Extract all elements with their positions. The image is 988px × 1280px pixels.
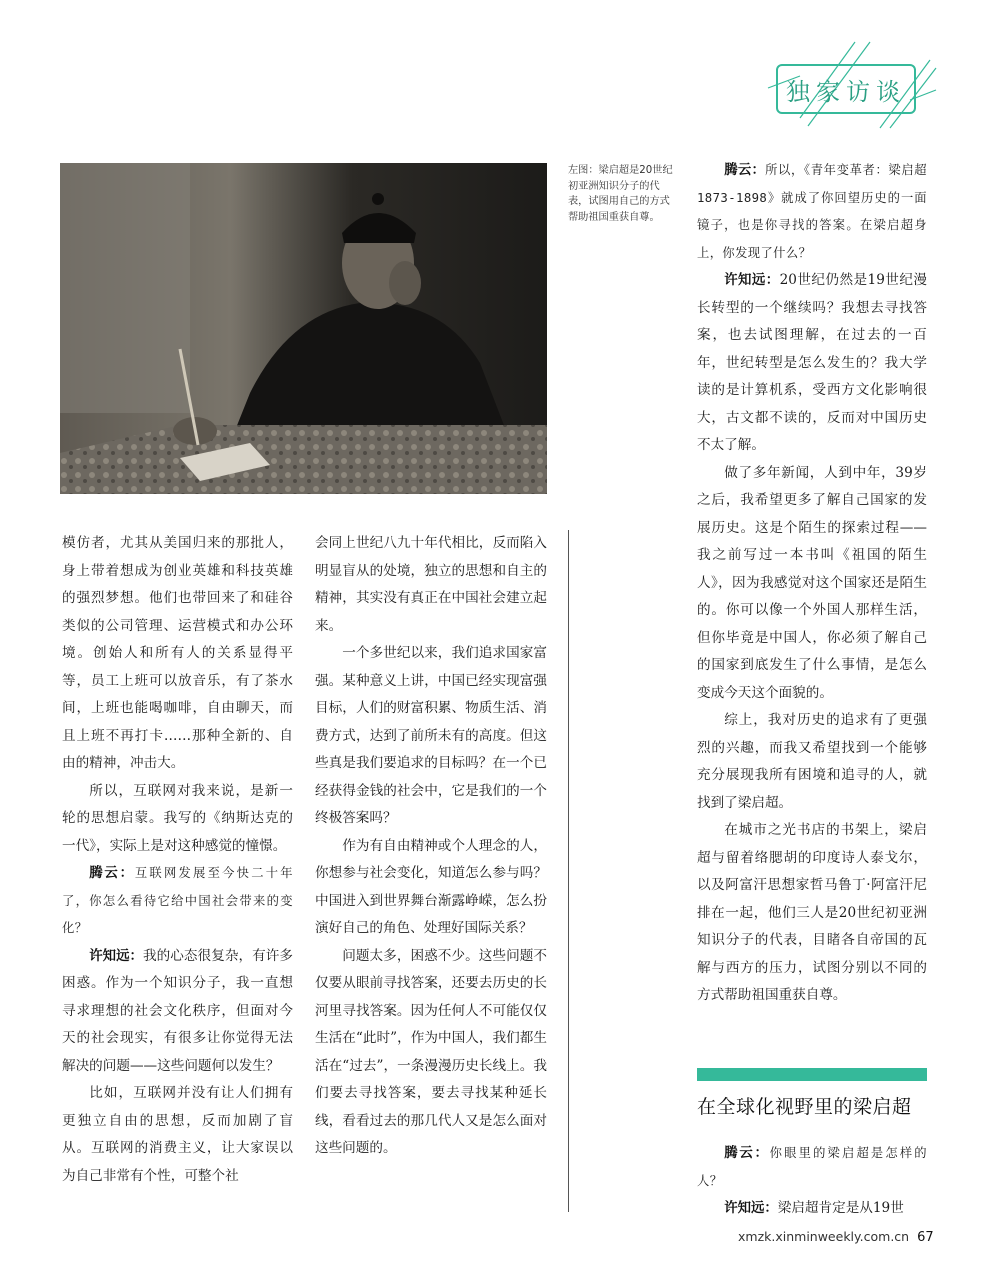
question-text: 你眼里的梁启超是怎样的人？ xyxy=(697,1146,928,1188)
answer-paragraph xyxy=(697,1195,927,1223)
speaker-name: 腾云： xyxy=(724,163,766,178)
speaker-name: 许知远： xyxy=(89,948,143,964)
article-column-3 xyxy=(697,157,927,1010)
paragraph: 会同上世纪八九十年代相比，反而陷入明显盲从的处境，独立的思想和自主的精神，其实没有真正在中国社会建立起来。 xyxy=(315,535,547,634)
paragraph: 做了多年新闻，人到中年，39岁之后，我希望更多了解自己国家的发展历史。这是个陌生的探索过程——我之前写过一本书叫《祖国的陌生人》，因为我感觉对这个国家还是陌生的。你可以像一个外国人那样生活，但你毕竟是中国人，你必须了解自己的国家到底发生了什么事情，是怎么变成今天这个面貌的。 xyxy=(697,464,927,701)
speaker-name: 腾云： xyxy=(724,1146,770,1161)
section-tag-label: 独家访谈 xyxy=(786,77,906,106)
page-number: 67 xyxy=(917,1230,934,1245)
question-paragraph xyxy=(697,1140,927,1195)
page-footer xyxy=(738,1229,934,1245)
speaker-name: 腾云： xyxy=(89,866,135,881)
photo-caption: 左图：梁启超是20世纪初亚洲知识分子的代表，试图用自己的方式帮助祖国重获自尊。 xyxy=(568,165,673,223)
portrait-illustration xyxy=(60,163,547,494)
question-paragraph xyxy=(697,157,927,267)
answer-text: 我的心态很复杂，有许多困惑。作为一个知识分子，我一直想寻求理想的社会文化秩序，但面对今天的社会现实，有很多让你觉得无法解决的问题——这些问题何以发生？ xyxy=(62,947,294,1074)
paragraph: 综上，我对历史的追求有了更强烈的兴趣，而我又希望找到一个能够充分展现我所有困境和追寻的人，就找到了梁启超。 xyxy=(697,712,927,811)
subsection-accent-bar xyxy=(697,1068,927,1081)
paragraph: 模仿者，尤其从美国归来的那批人，身上带着想成为创业英雄和科技英雄的强烈梦想。他们也带回来了和硅谷类似的公司管理、运营模式和办公环境。创始人和所有人的关系显得平等，员工上班可以放音乐，有了茶水间，上班也能喝咖啡，自由聊天，而且上班不再打卡……那种全新的、自由的精神，冲击大。 xyxy=(62,535,293,771)
paragraph: 作为有自由精神或个人理念的人，你想参与社会变化，知道怎么参与吗？中国进入到世界舞台渐露峥嵘，怎么扮演好自己的角色、处理好国际关系？ xyxy=(315,837,547,936)
paragraph: 问题太多，困惑不少。这些问题不仅要从眼前寻找答案，还要去历史的长河里寻找答案。因为任何人不可能仅仅生活在“此时”，作为中国人，我们都生活在“过去”，一条漫漫历史长线上。我们要去寻找答案，要去寻找某种延长线，看看过去的那几代人又是怎么面对这些问题的。 xyxy=(315,947,547,1156)
answer-text: 20世纪仍然是19世纪漫长转型的一个继续吗？我想去寻找答案，也去试图理解，在过去的一百年，世纪转型是怎么发生的？我大学读的是计算机系，受西方文化影响很大，古文都不读的，反而对中国历史不太了解。 xyxy=(697,272,927,453)
paragraph: 比如，互联网并没有让人们拥有更独立自由的思想，反而加剧了盲从。互联网的消费主义，让大家误以为自己非常有个性，可整个社 xyxy=(62,1085,293,1184)
article-column-2 xyxy=(315,530,547,1163)
question-paragraph xyxy=(62,860,293,943)
section-tag xyxy=(776,64,916,114)
column-divider xyxy=(568,530,569,1212)
paragraph: 所以，互联网对我来说，是新一轮的思想启蒙。我写的《纳斯达克的一代》，实际上是对这种感觉的憧憬。 xyxy=(62,782,293,854)
speaker-name: 许知远： xyxy=(724,1201,778,1216)
subsection-heading: 在全球化视野里的梁启超 xyxy=(697,1096,912,1118)
answer-paragraph xyxy=(697,267,927,460)
paragraph: 一个多世纪以来，我们追求国家富强。某种意义上讲，中国已经实现富强目标，人们的财富积累、物质生活、消费方式，达到了前所未有的高度。但这些真是我们要追求的目标吗？在一个已经获得金钱的社会中，它是我们的一个终极答案吗？ xyxy=(315,645,547,826)
subsection-body xyxy=(697,1140,927,1223)
question-text: 互联网发展至今快二十年了，你怎么看待它给中国社会带来的变化？ xyxy=(62,866,293,935)
footer-url[interactable]: xmzk.xinminweekly.com.cn xyxy=(738,1229,910,1244)
answer-text: 梁启超肯定是从19世 xyxy=(777,1200,904,1216)
speaker-name: 许知远： xyxy=(724,273,780,288)
historical-photo xyxy=(60,163,547,494)
paragraph: 在城市之光书店的书架上，梁启超与留着络腮胡的印度诗人泰戈尔，以及阿富汗思想家哲马鲁丁·阿富汗尼排在一起，他们三人是20世纪初亚洲知识分子的代表，目睹各自帝国的瓦解与西方的压力，试图分别以不同的方式帮助祖国重获自尊。 xyxy=(697,822,927,1003)
question-text: 所以，《青年变革者：梁启超1873-1898》就成了你回望历史的一面镜子，也是你寻找的答案。在梁启超身上，你发现了什么？ xyxy=(697,163,927,260)
article-column-1 xyxy=(62,530,293,1190)
answer-paragraph xyxy=(62,943,293,1081)
